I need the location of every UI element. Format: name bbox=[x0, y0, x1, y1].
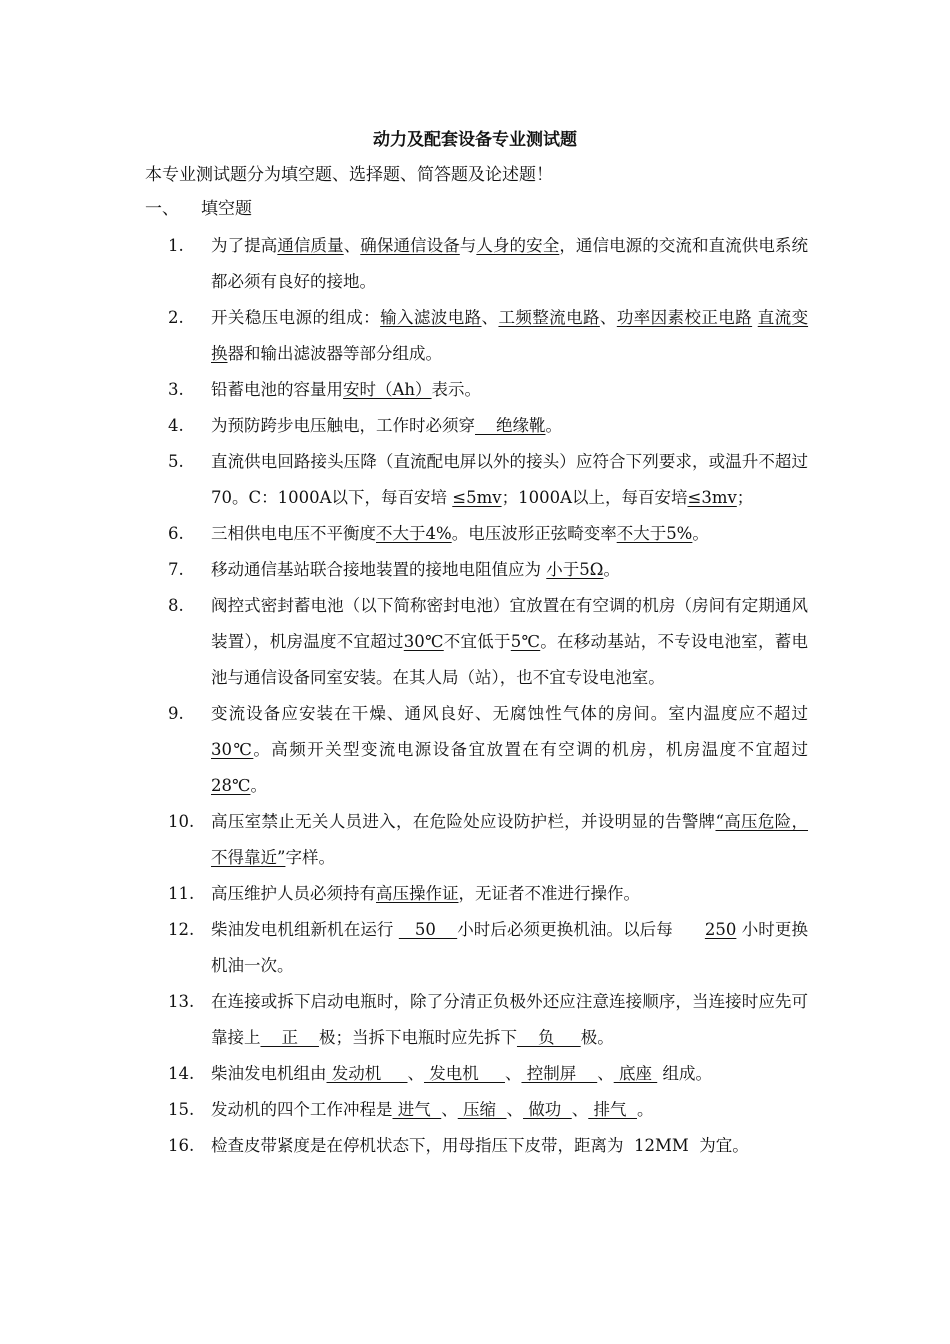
answer-blank: ≤3mv bbox=[687, 488, 737, 507]
question-fragment: 。 bbox=[545, 416, 562, 435]
question-text bbox=[211, 372, 808, 408]
question-item bbox=[168, 552, 808, 588]
question-item bbox=[168, 696, 808, 804]
question-text bbox=[211, 984, 808, 1056]
answer-blank: 高压操作证 bbox=[376, 884, 459, 903]
answer-blank: 压缩 bbox=[457, 1100, 507, 1119]
question-fragment: 字样。 bbox=[285, 848, 335, 867]
question-fragment: 为预防跨步电压触电，工作时必须穿 bbox=[211, 416, 475, 435]
question-item bbox=[168, 804, 808, 876]
question-fragment: 柴油发电机组由 bbox=[211, 1064, 327, 1083]
question-text bbox=[211, 408, 808, 444]
question-fragment: 阀控式密封蓄电池（以下简称密封电池）宜放置在有空调的机房（房间有定期通风装置），机房温度不宜超过 bbox=[211, 596, 808, 651]
question-item bbox=[168, 912, 808, 984]
question-number: 5. bbox=[168, 452, 184, 471]
answer-blank: 控制屏 bbox=[521, 1064, 598, 1083]
question-fragment: 极。 bbox=[580, 1028, 614, 1047]
question-text bbox=[211, 1056, 808, 1092]
question-fragment: 小时后必须更换机油。以后每 bbox=[457, 920, 705, 939]
answer-blank: 底座 bbox=[613, 1064, 658, 1083]
question-fragment: 。在移动基站，不专设电池室，蓄电池与通信设备同室安装。在其人局（站），也不宜专设电池室。 bbox=[211, 632, 809, 687]
question-fragment: ；1000A以上，每百安培 bbox=[501, 488, 688, 507]
section-label: 填空题 bbox=[201, 199, 252, 219]
question-fragment: ； bbox=[736, 488, 754, 507]
question-text bbox=[211, 552, 808, 588]
answer-blank: 人身的安全 bbox=[476, 236, 560, 255]
question-text bbox=[211, 696, 808, 804]
question-text bbox=[211, 228, 808, 300]
question-number: 13. bbox=[168, 992, 195, 1011]
question-fragment: 表示。 bbox=[431, 380, 482, 399]
answer-blank: 不大于4% bbox=[376, 524, 452, 543]
answer-blank: 做功 bbox=[523, 1100, 572, 1119]
question-text bbox=[211, 804, 808, 876]
answer-blank: 直流变换 bbox=[211, 308, 809, 363]
document-title: 动力及配套设备专业测试题 bbox=[373, 130, 577, 150]
question-fragment: 移动通信基站联合接地装置的接地电阻值应为 bbox=[211, 560, 547, 579]
answer-blank: 安时（Ah） bbox=[343, 380, 432, 399]
question-fragment: 。电压波形正弦畸变率 bbox=[451, 524, 617, 543]
question-fragment: 。 bbox=[637, 1100, 654, 1119]
question-fragment: 发动机的四个工作冲程是 bbox=[211, 1100, 393, 1119]
question-fragment: 与 bbox=[459, 236, 477, 255]
question-fragment: 柴油发电机组新机在运行 bbox=[211, 920, 399, 939]
question-text bbox=[211, 912, 808, 984]
question-number: 9. bbox=[168, 704, 184, 723]
question-text bbox=[211, 516, 808, 552]
question-fragment: 、 bbox=[343, 236, 361, 255]
answer-blank: 进气 bbox=[392, 1100, 442, 1119]
question-fragment: 。 bbox=[692, 524, 709, 543]
question-fragment: 、 bbox=[481, 308, 499, 327]
answer-blank: 发电机 bbox=[423, 1064, 505, 1083]
question-fragment: ，无证者不准进行操作。 bbox=[458, 884, 640, 903]
answer-blank: “高压危险，不得靠近” bbox=[211, 812, 809, 867]
question-fragment: 组成。 bbox=[657, 1064, 712, 1083]
answer-blank: 通信质量 bbox=[277, 236, 344, 255]
question-fragment: 在连接或拆下启动电瓶时，除了分清正负极外还应注意连接顺序，当连接时应先可靠接上 bbox=[211, 992, 808, 1047]
answer-blank: 功率因素校正电路 bbox=[616, 308, 753, 327]
question-number: 12. bbox=[168, 920, 195, 939]
question-fragment: 高压维护人员必须持有 bbox=[211, 884, 376, 903]
question-number: 3. bbox=[168, 380, 184, 399]
answer-blank: 发动机 bbox=[326, 1064, 408, 1083]
question-number: 2. bbox=[168, 308, 184, 327]
question-item bbox=[168, 516, 808, 552]
question-fragment: 、 bbox=[597, 1064, 614, 1083]
question-fragment: 、 bbox=[506, 1100, 523, 1119]
question-fragment: 器和输出滤波器等部分组成。 bbox=[227, 344, 442, 363]
question-fragment: 高压室禁止无关人员进入，在危险处应设防护栏，并设明显的告警牌 bbox=[211, 812, 716, 831]
question-fragment: 铅蓄电池的容量用 bbox=[211, 380, 343, 399]
question-fragment: 。 bbox=[250, 776, 267, 795]
question-fragment: ，通信电源的交流和直流供电系统都必须有良好的接地。 bbox=[211, 236, 809, 291]
question-item bbox=[168, 876, 808, 912]
question-item bbox=[168, 300, 808, 372]
question-text bbox=[211, 444, 808, 516]
answer-blank: 负 bbox=[516, 1028, 581, 1047]
question-fragment: 、 bbox=[441, 1100, 458, 1119]
section-heading bbox=[145, 194, 252, 219]
question-number: 8. bbox=[168, 596, 184, 615]
question-number: 4. bbox=[168, 416, 184, 435]
question-fragment: 、 bbox=[504, 1064, 522, 1083]
question-fragment: 。 bbox=[603, 560, 620, 579]
question-fragment: 极；当拆下电瓶时应先拆下 bbox=[318, 1028, 517, 1047]
question-text bbox=[211, 588, 808, 696]
answer-blank: 排气 bbox=[588, 1100, 637, 1119]
answer-blank: 工频整流电路 bbox=[498, 308, 600, 327]
question-item bbox=[168, 588, 808, 696]
answer-blank: 确保通信设备 bbox=[360, 236, 460, 255]
question-fragment: 、 bbox=[599, 308, 617, 327]
intro-text: 本专业测试题分为填空题、选择题、简答题及论述题！ bbox=[145, 165, 553, 185]
question-number: 14. bbox=[168, 1064, 195, 1083]
question-text bbox=[211, 300, 808, 372]
answer-blank: 50 bbox=[398, 920, 458, 939]
question-item bbox=[168, 1092, 808, 1128]
question-number: 7. bbox=[168, 560, 184, 579]
question-number: 15. bbox=[168, 1100, 195, 1119]
answer-blank: 不大于5% bbox=[616, 524, 693, 543]
section-number: 一、 bbox=[145, 199, 179, 219]
question-text bbox=[211, 1092, 808, 1128]
question-item bbox=[168, 408, 808, 444]
question-number: 1. bbox=[168, 236, 184, 255]
answer-blank: 小于5Ω bbox=[546, 560, 604, 579]
answer-blank: 绝缘靴 bbox=[475, 416, 546, 435]
question-number: 16. bbox=[168, 1136, 195, 1155]
question-fragment: 开关稳压电源的组成： bbox=[211, 308, 381, 327]
question-item bbox=[168, 1056, 808, 1092]
question-item bbox=[168, 1128, 808, 1164]
question-fragment: 直流供电回路接头压降（直流配电屏以外的接头）应符合下列要求，或温升不超过70。C：1000A以下，每百安培 bbox=[211, 452, 808, 507]
question-item bbox=[168, 444, 808, 516]
answer-blank: 输入滤波电路 bbox=[380, 308, 482, 327]
answer-blank: ≤5mv bbox=[452, 488, 502, 507]
answer-blank: 28℃ bbox=[211, 776, 251, 795]
question-fragment: 变流设备应安装在干燥、通风良好、无腐蚀性气体的房间。室内温度应不超过 bbox=[211, 704, 808, 723]
question-item bbox=[168, 228, 808, 300]
question-number: 6. bbox=[168, 524, 184, 543]
question-fragment: 三相供电电压不平衡度 bbox=[211, 524, 376, 543]
answer-blank: 正 bbox=[260, 1028, 319, 1047]
answer-blank: 5℃ bbox=[510, 632, 541, 651]
answer-blank: 30℃ bbox=[403, 632, 444, 651]
question-number: 10. bbox=[168, 812, 195, 831]
question-text bbox=[211, 1128, 808, 1164]
question-fragment: 不宜低于 bbox=[443, 632, 511, 651]
question-fragment: 检查皮带紧度是在停机状态下，用母指压下皮带，距离为 12MM 为宜。 bbox=[211, 1136, 749, 1155]
answer-blank: 250 bbox=[704, 920, 737, 939]
question-fragment: 小时更换机油一次。 bbox=[211, 920, 808, 975]
question-item bbox=[168, 372, 808, 408]
question-number: 11. bbox=[168, 884, 195, 903]
question-item bbox=[168, 984, 808, 1056]
question-list bbox=[168, 228, 808, 1164]
question-fragment: 、 bbox=[571, 1100, 589, 1119]
question-fragment: 、 bbox=[407, 1064, 424, 1083]
question-fragment: 为了提高 bbox=[211, 236, 278, 255]
question-fragment: 。高频开关型变流电源设备宜放置在有空调的机房，机房温度不宜超过 bbox=[253, 740, 808, 759]
answer-blank: 30℃ bbox=[211, 740, 254, 759]
question-text bbox=[211, 876, 808, 912]
